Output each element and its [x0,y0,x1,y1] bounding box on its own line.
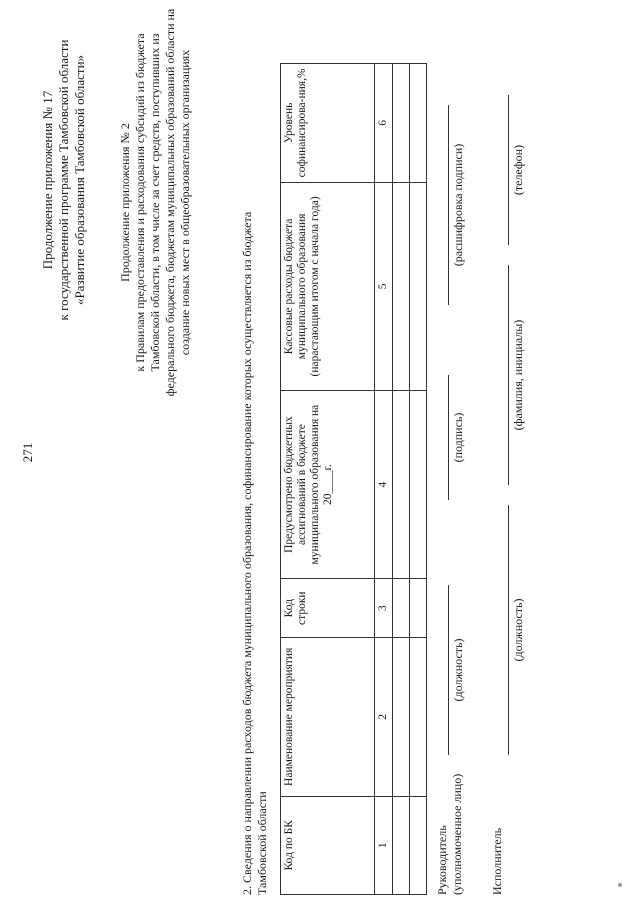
number-cell: 3 [375,579,393,638]
executor-name-line [508,265,509,485]
executor-position-line [508,505,509,755]
head-label-line-2: (уполномоченное лицо) [450,773,464,895]
decoding-line [448,105,449,305]
scan-speck [618,883,622,887]
subheader-block [118,5,193,400]
table-cell [393,796,410,894]
table-cell [393,638,410,796]
number-cell: 6 [375,64,393,183]
table-header-row [281,64,375,895]
table-cell [393,182,410,390]
page-number: 271 [20,442,35,463]
table-cell [393,390,410,578]
signature-caption: (подпись) [451,412,465,463]
number-cell: 2 [375,638,393,796]
position-caption: (должность) [451,638,465,702]
section-title [240,15,270,895]
table-row [410,64,427,895]
table-cell [393,64,410,183]
subheader-line-4: создание новых мест в общеобразовательных организациях [178,49,192,356]
executor-label: Исполнитель [490,827,504,895]
signature-line [448,375,449,500]
table-cell [393,579,410,638]
number-cell: 4 [375,390,393,578]
table-cell [410,638,427,796]
decoding-caption: (расшифровка подписи) [451,143,465,267]
subheader-line-3: федерального бюджета, бюджетам муниципальных образований области на [163,8,177,397]
subheader-line-2: Тамбовской области, в том числе за счет средств, поступивших из [148,33,162,372]
table-cell [410,390,427,578]
table-cell [410,796,427,894]
head-label [435,774,465,895]
executor-phone-caption: (телефон) [511,144,525,196]
position-signature-line [448,585,449,755]
header-line-2: к государственной программе Тамбовской области [56,39,71,321]
executor-phone-line [508,95,509,245]
table-cell [410,64,427,183]
head-label-line-1: Руководитель [435,825,449,895]
header-bk-code: Код по БК [281,796,375,894]
header-planned-budget: Предусмотрено бюджетных ассигнований в бюджете муниципального образования на 20____г. [281,390,375,578]
header-cash-expenses: Кассовые расходы бюджета муниципального образования (нарастающим итогом с начала года) [281,182,375,390]
number-cell: 5 [375,182,393,390]
table-cell [410,579,427,638]
section-line-2: Тамбовской области [255,791,269,895]
number-cell: 1 [375,796,393,894]
expenses-table [280,63,427,895]
subheader-line-1: к Правилам предоставления и расходования субсидий из бюджета [133,33,147,372]
header-event-name: Наименование мероприятия [281,638,375,796]
header-line-1: Продолжение приложения № 17 [40,90,55,270]
table-row [393,64,410,895]
header-line-3: «Развитие образования Тамбовской области» [72,54,87,306]
table-numbers-row [375,64,393,895]
executor-position-caption: (должность) [511,598,525,662]
subheader-title: Продолжение приложения № 2 [118,123,132,282]
section-line-1: 2. Сведения о направлении расходов бюджета муниципального образования, софинансирование которых осуществляется из бюджета [240,211,254,895]
header-row-code: Код строки [281,579,375,638]
header-block [40,15,88,345]
header-cofinancing-level: Уровень софинансирова-ния,% [281,64,375,183]
executor-name-caption: (фамилия, инициалы) [511,319,525,431]
table-cell [410,182,427,390]
